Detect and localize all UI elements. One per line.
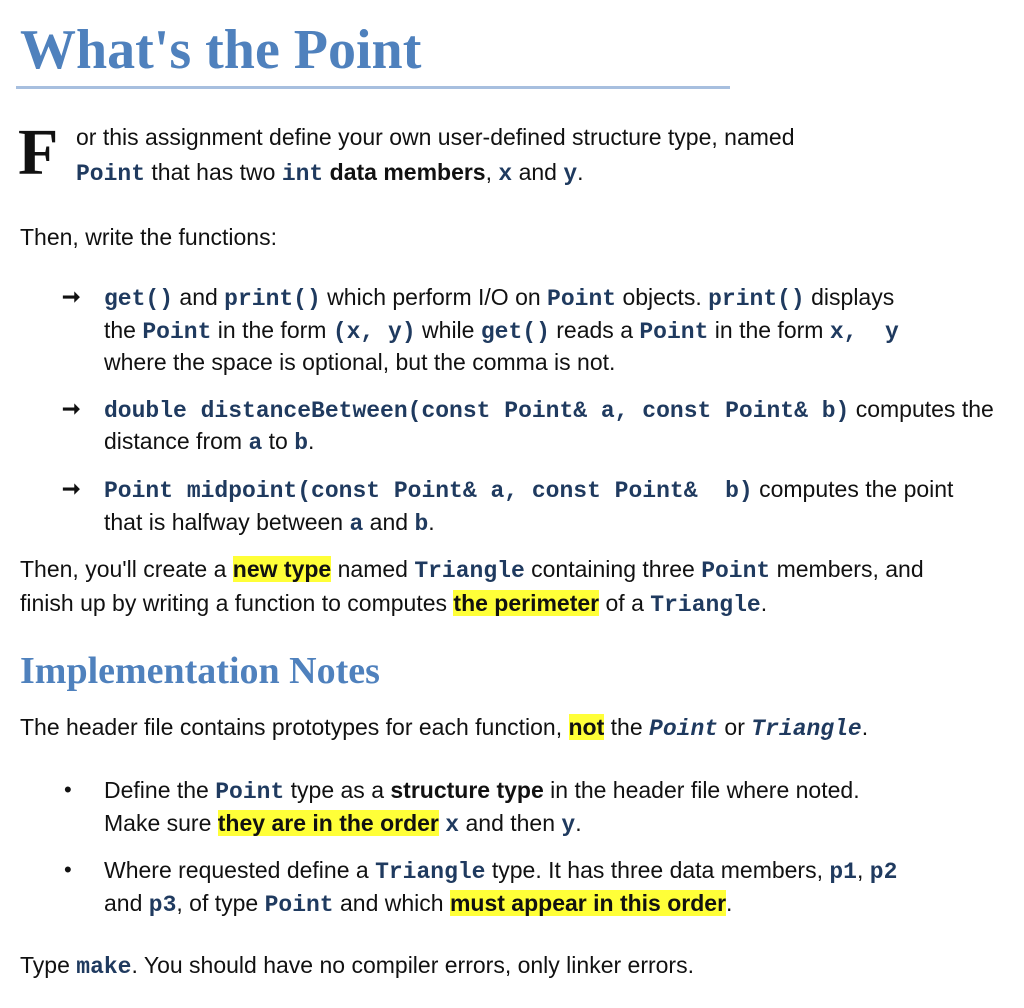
then-write-text: Then, write the functions:	[20, 224, 277, 250]
header-para: The header file contains prototypes for each function, not the Point or Triangle.	[20, 714, 869, 742]
final-line: Type make. You should have no compiler errors, only linker errors.	[20, 952, 694, 980]
arrow-bullet-icon: ➞	[62, 284, 81, 309]
intro-line-2: Point that has two int data members, x and y.	[76, 159, 584, 187]
item-2-line-1: double distanceBetween(const Point& a, const Point& b) computes the	[104, 396, 994, 424]
bullet-1-line-1: Define the Point type as a structure type in the header file where noted.	[104, 777, 860, 805]
bullet-1-line-2: Make sure they are in the order x and then y.	[104, 810, 582, 838]
title-underline	[16, 86, 730, 89]
intro-line-1: or this assignment define your own user-defined structure type, named	[76, 124, 795, 150]
triangle-para-line-2: finish up by writing a function to computes the perimeter of a Triangle.	[20, 590, 768, 618]
page-title: What's the Point	[20, 19, 422, 81]
triangle-para-line-1: Then, you'll create a new type named Triangle containing three Point members, and	[20, 556, 924, 584]
arrow-bullet-icon: ➞	[62, 476, 81, 501]
section-heading: Implementation Notes	[20, 650, 380, 692]
drop-cap: F	[18, 116, 59, 189]
item-3-line-1: Point midpoint(const Point& a, const Point& b) computes the point	[104, 476, 954, 504]
item-3-line-2: that is halfway between a and b.	[104, 509, 435, 537]
item-2-line-2: distance from a to b.	[104, 428, 315, 456]
bullet-2-line-2: and p3, of type Point and which must appear in this order.	[104, 890, 733, 918]
bullet-icon: •	[64, 777, 72, 802]
arrow-bullet-icon: ➞	[62, 396, 81, 421]
bullet-2-line-1: Where requested define a Triangle type. It has three data members, p1, p2	[104, 857, 898, 885]
item-1-line-2: the Point in the form (x, y) while get() reads a Point in the form x, y	[104, 317, 899, 345]
bullet-icon: •	[64, 857, 72, 882]
item-1-line-1: get() and print() which perform I/O on Point objects. print() displays	[104, 284, 895, 312]
item-1-line-3: where the space is optional, but the comma is not.	[104, 349, 616, 375]
